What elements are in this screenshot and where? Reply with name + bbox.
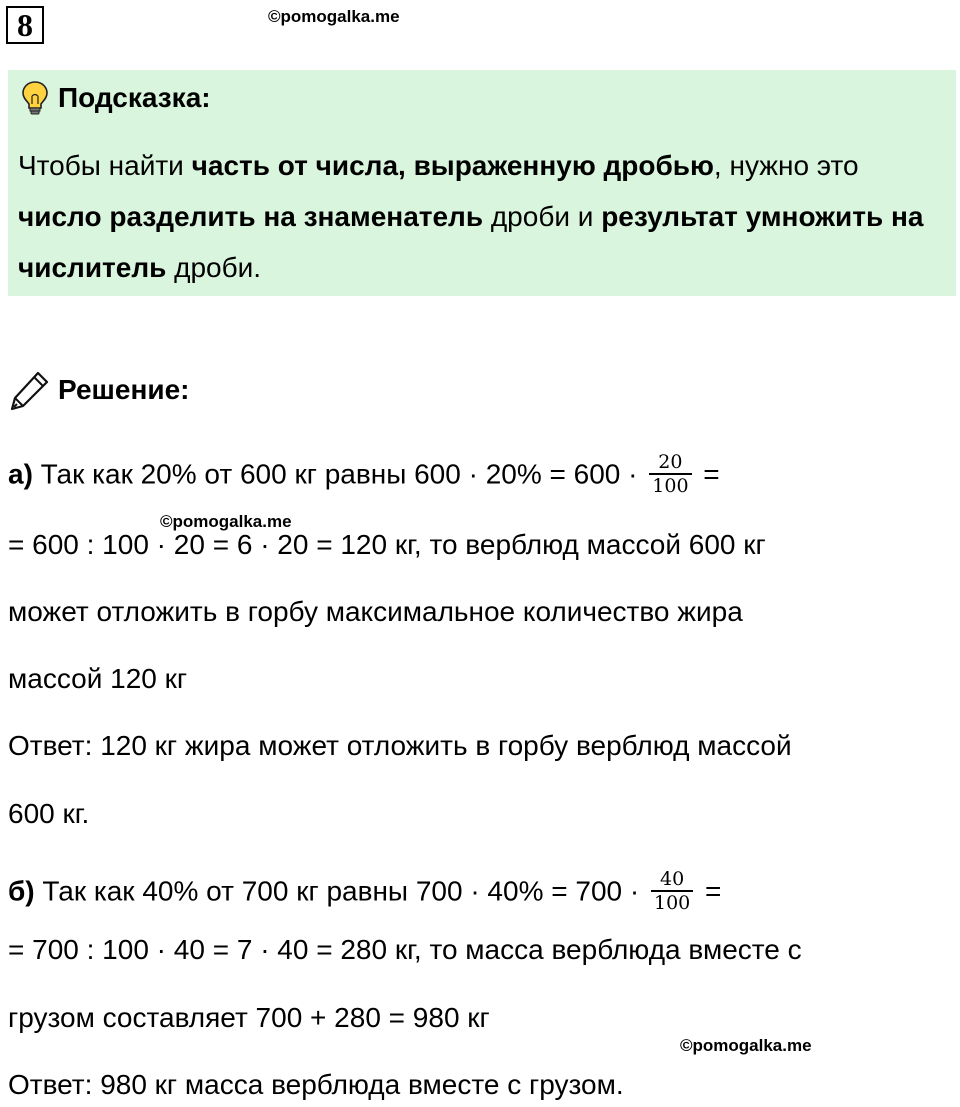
hint-text: Чтобы найти часть от числа, выраженную дробью, нужно это число разделить на знаменатель дроби и результат умножить на числитель дроби. [18, 150, 924, 283]
part-a-line-1: а) Так как 20% от 600 кг равны 600 · 20% = 600 · $\frac{20}{100}$ = [8, 451, 720, 497]
part-a-line-3: может отложить в горбу максимальное количество жира [8, 596, 743, 627]
part-b-line-3: грузом составляет 700 + 280 = 980 кг [8, 1002, 490, 1033]
lightbulb-icon [22, 80, 48, 116]
part-b-line-1: б) Так как 40% от 700 кг равны 700 · 40% = 700 · $\frac{40}{100}$ = [8, 868, 722, 914]
hint-title: Подсказка: [58, 82, 211, 113]
part-b-line-2: = 700 : 100 · 40 = 7 · 40 = 280 кг, то масса верблюда вместе с [8, 934, 802, 965]
watermark: ©pomogalka.me [680, 1036, 812, 1055]
solution-title: Решение: [58, 374, 190, 405]
fraction-40-100: $\frac{40}{100}$ [651, 868, 693, 914]
part-a-answer-1: Ответ: 120 кг жира может отложить в горбу верблюд массой [8, 730, 792, 761]
part-a-line-4: массой 120 кг [8, 663, 188, 694]
part-a-answer-2: 600 кг. [8, 798, 90, 829]
part-b-answer: Ответ: 980 кг масса верблюда вместе с грузом. [8, 1069, 624, 1100]
hint-header [22, 78, 211, 118]
watermark: ©pomogalka.me [160, 512, 292, 531]
solution-header [8, 368, 189, 412]
pencil-icon [8, 368, 52, 412]
watermark: ©pomogalka.me [268, 7, 400, 26]
part-a-line-2: = 600 : 100 · 20 = 6 · 20 = 120 кг, то верблюд массой 600 кг [8, 529, 766, 560]
task-number: 8 [6, 6, 44, 44]
fraction-20-100: $\frac{20}{100}$ [649, 451, 691, 497]
